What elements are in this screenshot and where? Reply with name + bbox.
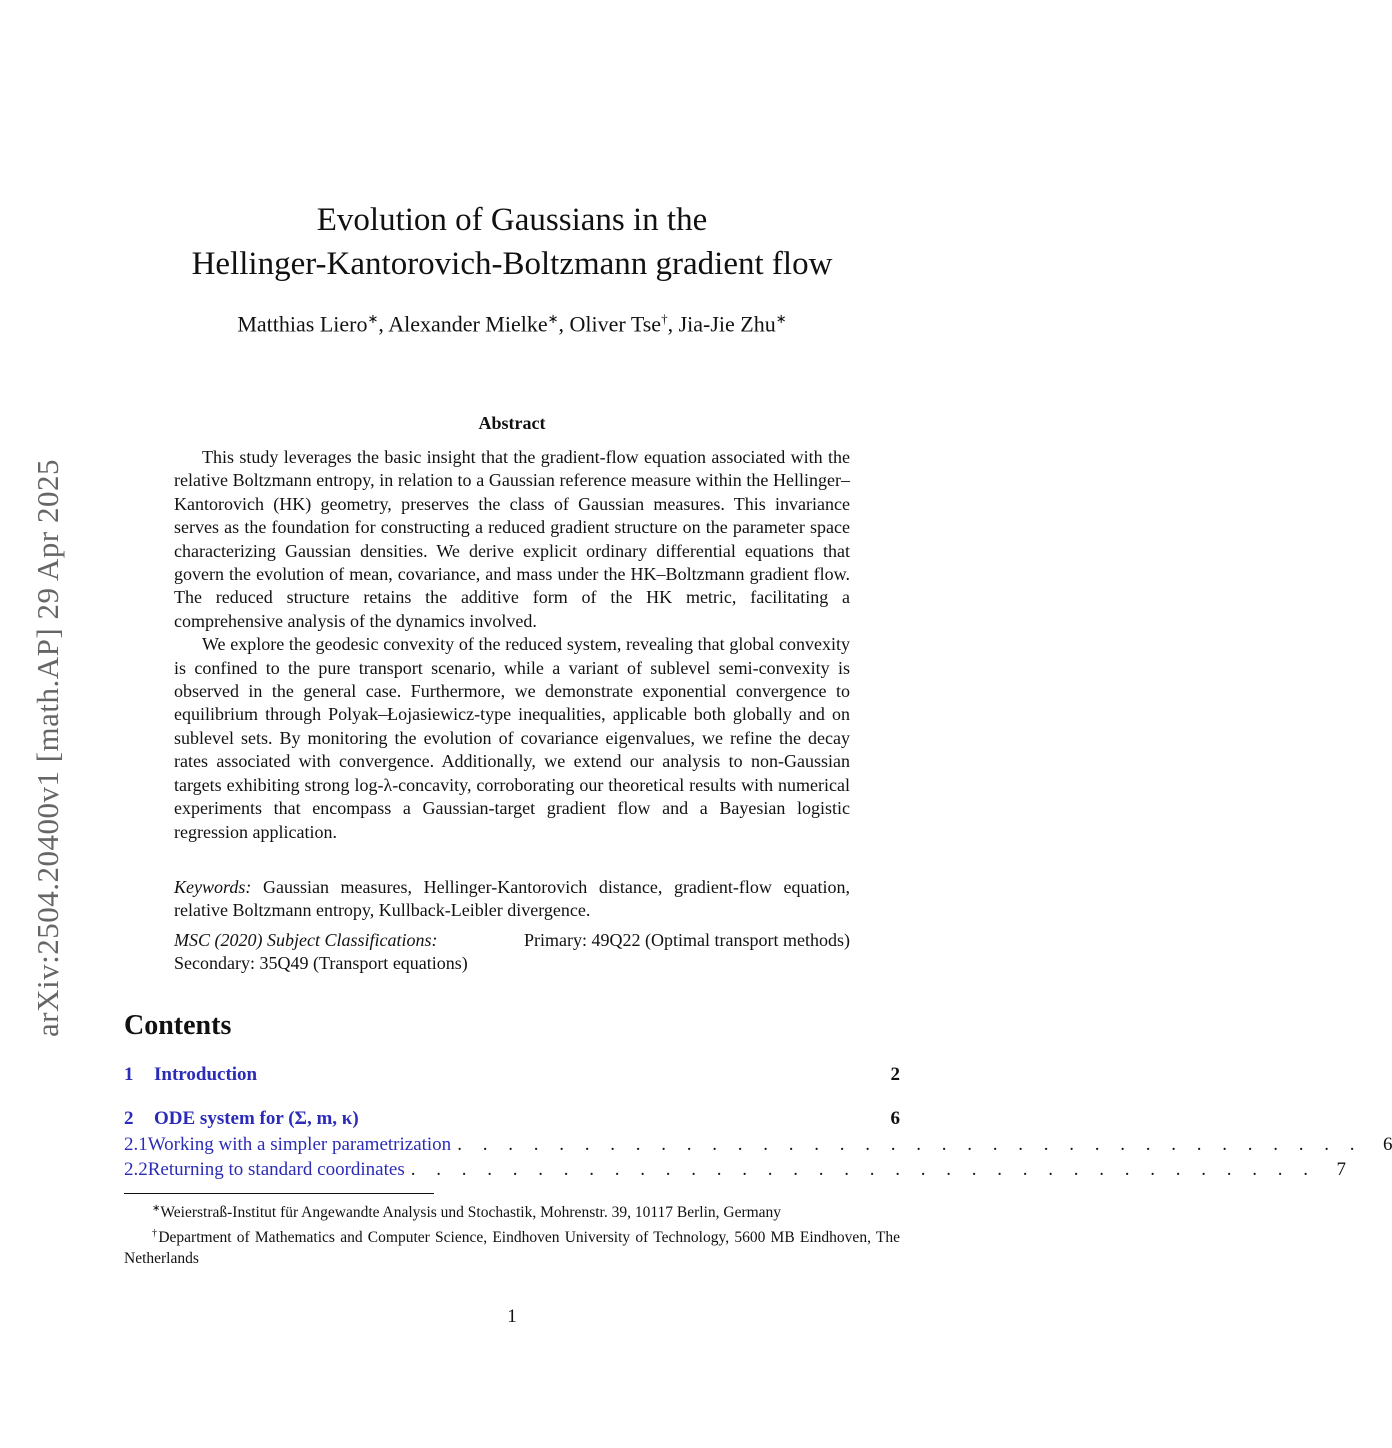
msc-classification [174,929,850,976]
abstract-heading: Abstract [478,413,546,433]
toc-page: 6 [890,1108,900,1129]
footnote-rule [124,1193,434,1194]
keywords [174,876,850,923]
toc-leader-dots: . . . . . . . . . . . . . . . . . . . . . . . . . . . . . . . . . . . . [410,1159,1316,1180]
paper-title [124,198,900,286]
toc-label: Introduction [154,1064,258,1085]
keywords-text: Gaussian measures, Hellinger-Kantorovich distance, gradient-flow equation, relative Boltzmann entropy, Kullback-Leibler divergence. [174,877,850,921]
author-mark[interactable]: ∗ [775,311,787,326]
footnote-2 [124,1223,900,1269]
footnote-text: Department of Mathematics and Computer Science, Eindhoven University of Technology, 5600 MB Eindhoven, The Netherlands [124,1229,900,1268]
toc-entry-simpler-parametrization[interactable] [124,1134,1392,1156]
msc-secondary: Secondary: 35Q49 (Transport equations) [174,953,468,974]
author-name: Matthias Liero [237,311,368,337]
toc-page: 2 [890,1064,900,1085]
keywords-label: Keywords: [174,877,252,897]
footnote-text: Weierstraß-Institut für Angewandte Analysis und Stochastik, Mohrenstr. 39, 10117 Berlin, Germany [160,1204,782,1222]
toc-label: Working with a simpler parametrization [147,1134,452,1155]
author-mark[interactable]: ∗ [547,311,559,326]
arxiv-identifier[interactable]: arXiv:2504.20400v1 [math.AP] 29 Apr 2025 [30,459,65,1037]
author-mark[interactable]: † [661,311,668,326]
author-name: Jia-Jie Zhu [678,311,776,337]
author-name: Oliver Tse [569,311,662,337]
msc-primary: Primary: 49Q22 (Optimal transport methods) [524,930,850,950]
abstract-body [174,446,850,844]
toc-page: 7 [1336,1159,1346,1180]
contents-heading: Contents [124,1010,232,1041]
toc-label: Returning to standard coordinates [147,1159,405,1180]
footnote-mark: † [152,1228,159,1240]
abstract-paragraph-1: This study leverages the basic insight that the gradient-flow equation associated with the relative Boltzmann entropy, in relation to a Gaussian reference measure within the Hellinger–Kantorovich (HK) geometry, preserves the class of Gaussian measures. This invariance serves as the foundation for constructing a reduced gradient structure on the parameter space characterizing Gaussian densities. We derive explicit ordinary differential equations that govern the evolution of mean, covariance, and mass under the HK–Boltzmann gradient flow. The reduced structure retains the additive form of the HK metric, facilitating a comprehensive analysis of the dynamics involved. [174,447,850,631]
abstract-paragraph-2: We explore the geodesic convexity of the reduced system, revealing that global convexity is confined to the pure transport scenario, while a variant of sublevel semi-convexity is observed in the general case. Furthermore, we demonstrate exponential convergence to equilibrium through Polyak–Łojasiewicz-type inequalities, applicable both globally and on sublevel sets. By monitoring the evolution of covariance eigenvalues, we refine the decay rates associated with convergence. Additionally, we extend our analysis to non-Gaussian targets exhibiting strong log-λ-concavity, corroborating our theoretical results with numerical experiments that encompass a Gaussian-target gradient flow and a Bayesian logistic regression application. [174,634,850,842]
title-line-1: Evolution of Gaussians in the [316,202,708,238]
toc-page: 6 [1382,1134,1392,1155]
footnote-mark: ∗ [152,1203,161,1214]
toc-number: 2.1 [124,1134,148,1155]
toc-entry-standard-coordinates[interactable] [124,1159,1346,1181]
toc-number: 2.2 [124,1159,148,1180]
toc-number: 1 [124,1064,134,1085]
author-mark[interactable]: ∗ [367,311,379,326]
toc-leader-dots: . . . . . . . . . . . . . . . . . . . . . . . . . . . . . . . . . . . . [457,1134,1363,1155]
toc-entry-introduction[interactable] [124,1064,900,1086]
footnote-1 [124,1198,900,1223]
footnotes [124,1198,900,1269]
msc-label: MSC (2020) Subject Classifications: [174,930,438,950]
toc-entry-ode-system[interactable] [124,1108,900,1130]
toc-label: ODE system for (Σ, m, κ) [154,1108,359,1129]
toc-number: 2 [124,1108,134,1129]
title-line-2: Hellinger-Kantorovich-Boltzmann gradient flow [191,246,833,282]
author-list: Matthias Liero∗, Alexander Mielke∗, Oliver Tse†, Jia-Jie Zhu∗ [237,311,787,337]
page-number: 1 [507,1306,517,1327]
author-name: Alexander Mielke [388,311,548,337]
